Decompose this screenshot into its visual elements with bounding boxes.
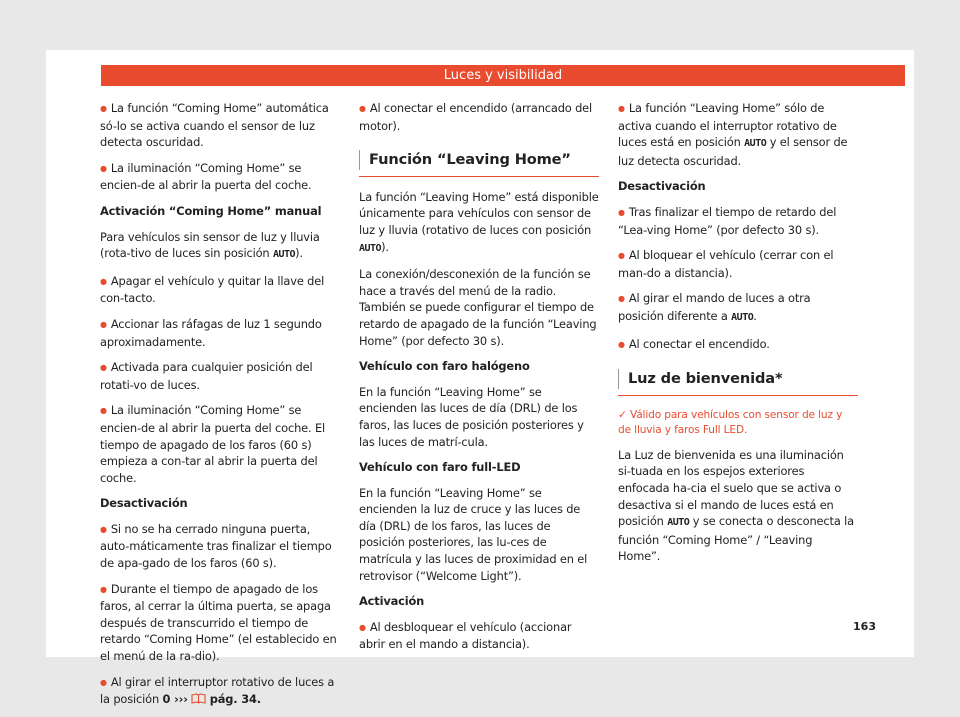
bullet-item: ● Si no se ha cerrado ninguna puerta, auto-máticamente tras finalizar el tiempo de apa-gado de los faros (60 s).	[100, 521, 338, 572]
sub-heading: Activación	[359, 594, 425, 609]
bullet-item: ● Tras finalizar el tiempo de retardo del “Lea-ving Home” (por defecto 30 s).	[618, 204, 858, 238]
section-title-leaving-home: Función “Leaving Home”	[359, 148, 599, 177]
paragraph: La conexión/desconexión de la función se hace a través del menú de la radio. También se puede configurar el tiempo de retardo de apagado de la función “Leaving Home” (por defecto 30 s).	[359, 267, 597, 348]
paragraph: En la función “Leaving Home” se encienden la luz de cruce y las luces de día (DRL) de los faros, las luces de posición posteriores, las lu-ces de matrícula y las luces de proximidad en el retrovisor (“Welcome Light”).	[359, 485, 588, 583]
column-2	[359, 100, 599, 662]
auto-symbol: AUTO	[731, 311, 754, 323]
paragraph: La Luz de bienvenida es una iluminación si-tuada en los espejos exteriores enfocada ha-cia el suelo que se activa o desactiva si el mando de luces está en posición AUTO y se conecta o desconecta la función “Coming Home” / “Leaving Home”.	[618, 447, 854, 564]
paragraph: Para vehículos sin sensor de luz y lluvia (rota-tivo de luces sin posición AUTO).	[100, 229, 320, 261]
book-reference-icon[interactable]	[191, 692, 206, 703]
manual-page	[46, 50, 914, 707]
position-symbol: 0 ›››	[162, 692, 188, 707]
auto-symbol: AUTO	[744, 138, 767, 150]
bullet-item: ● La iluminación “Coming Home” se encien-de al abrir la puerta del coche. El tiempo de apagado de los faros (60 s) empieza a con-tar al abrir la puerta del coche.	[100, 402, 338, 486]
bullet-item: ● La función “Leaving Home” sólo de activa cuando el interruptor rotativo de luces está en posición AUTO y el sensor de luz detecta oscuridad.	[618, 100, 858, 169]
bullet-item: ● Al girar el mando de luces a otra posición diferente a AUTO.	[618, 290, 858, 326]
bullet-item: ● Al desbloquear el vehículo (accionar abrir en el mando a distancia).	[359, 619, 599, 653]
bullet-item: ● Activada para cualquier posición del rotati-vo de luces.	[100, 359, 338, 393]
sub-heading: Activación “Coming Home” manual	[100, 203, 322, 218]
page-number: 163	[853, 620, 876, 633]
bullet-item: ● La función “Coming Home” automática só-lo se activa cuando el sensor de luz detecta oscuridad.	[100, 100, 338, 151]
paragraph: La función “Leaving Home” está disponible únicamente para vehículos con sensor de luz y lluvia (rotativo de luces con posición AUTO).	[359, 189, 599, 254]
sub-heading: Vehículo con faro halógeno	[359, 359, 530, 374]
bullet-item: ● Al girar el interruptor rotativo de luces a la posición 0 ››› pág. 34.	[100, 674, 338, 708]
sub-heading: Vehículo con faro full-LED	[359, 460, 521, 475]
bullet-item: ● Apagar el vehículo y quitar la llave del con-tacto.	[100, 273, 338, 307]
auto-symbol: AUTO	[667, 517, 690, 529]
bullet-item: ● Accionar las ráfagas de luz 1 segundo aproximadamente.	[100, 316, 338, 350]
column-1	[100, 100, 338, 717]
bullet-item: ● Al conectar el encendido.	[618, 336, 858, 354]
auto-symbol: AUTO	[359, 242, 382, 254]
paragraph: En la función “Leaving Home” se encienden las luces de día (DRL) de los faros, las luces de posición posteriores y las luces de matrí-cula.	[359, 384, 584, 449]
sub-heading: Desactivación	[100, 496, 188, 511]
bullet-item: ● Al bloquear el vehículo (cerrar con el man-do a distancia).	[618, 247, 858, 281]
validity-note: ✓ Válido para vehículos con sensor de luz y de lluvia y faros Full LED.	[618, 408, 843, 436]
bullet-item: ● Durante el tiempo de apagado de los faros, al cerrar la última puerta, se apaga después de transcurrido el tiempo de retardo “Coming Home” (el establecido en el menú de la ra-dio).	[100, 581, 338, 665]
column-3	[618, 100, 858, 574]
section-title-welcome-light: Luz de bienvenida*	[618, 367, 858, 396]
section-header: Luces y visibilidad	[101, 65, 905, 86]
bullet-item: ● Al conectar el encendido (arrancado del motor).	[359, 100, 599, 134]
sub-heading: Desactivación	[618, 179, 706, 194]
page-reference-link[interactable]: pág. 34.	[209, 692, 261, 707]
bullet-item: ● La iluminación “Coming Home” se encien-de al abrir la puerta del coche.	[100, 160, 338, 194]
auto-symbol: AUTO	[272, 249, 296, 261]
